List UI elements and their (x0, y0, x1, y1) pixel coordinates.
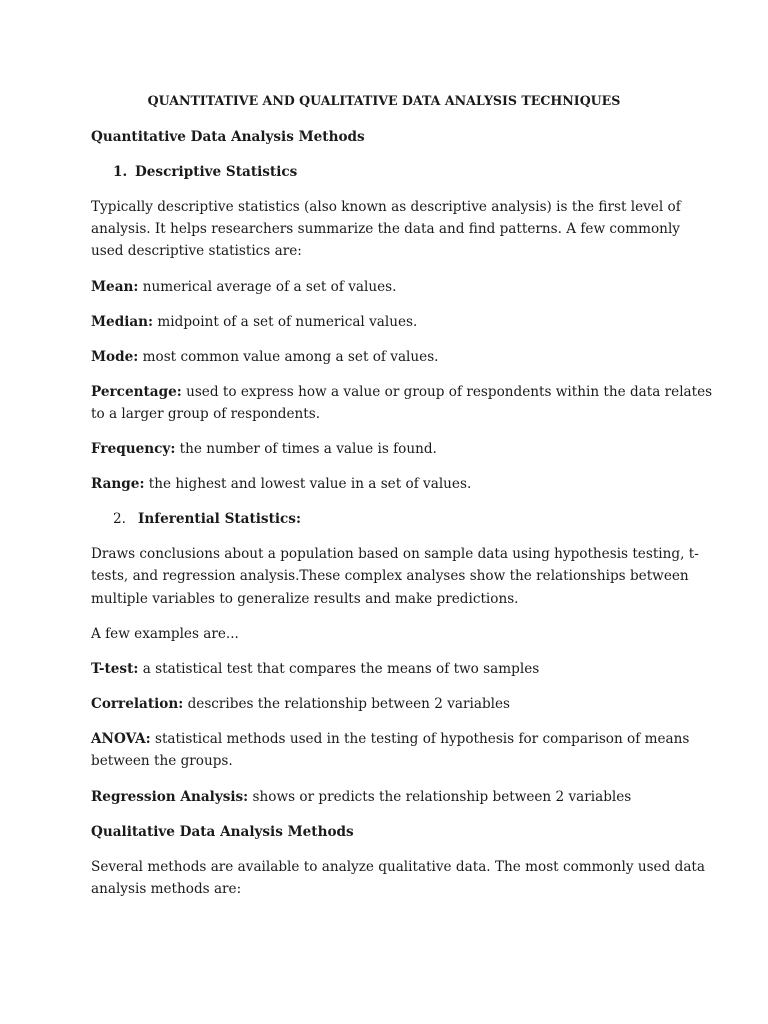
term-anova-continued: between the groups. (91, 753, 233, 769)
section-title: Descriptive Statistics (135, 164, 298, 180)
term-mean (91, 276, 677, 298)
term-definition: a statistical test that compares the means of two samples (138, 661, 540, 677)
term-label: Mode: (91, 349, 139, 365)
inferential-paragraph-line: tests, and regression analysis.These complex analyses show the relationships between (91, 568, 689, 584)
term-definition: used to express how a value or group of respondents within the data relates (181, 384, 713, 400)
qualitative-heading: Qualitative Data Analysis Methods (91, 824, 354, 840)
term-frequency (91, 438, 677, 460)
term-range (91, 473, 677, 495)
term-definition: most common value among a set of values. (138, 349, 439, 365)
quantitative-heading: Quantitative Data Analysis Methods (91, 129, 365, 145)
section-title: Inferential Statistics: (138, 511, 301, 527)
term-label: Frequency: (91, 441, 176, 457)
term-percentage-continued: to a larger group of respondents. (91, 406, 321, 422)
term-anova (91, 728, 690, 750)
term-median (91, 311, 677, 333)
term-correlation (91, 693, 677, 715)
term-label: Percentage: (91, 384, 182, 400)
term-label: Correlation: (91, 696, 184, 712)
inferential-paragraph-line: multiple variables to generalize results and make predictions. (91, 591, 519, 607)
descriptive-paragraph-line: Typically descriptive statistics (also known as descriptive analysis) is the first level of (91, 199, 681, 215)
inferential-paragraph-line: Draws conclusions about a population based on sample data using hypothesis testing, t- (91, 546, 699, 562)
term-ttest (91, 658, 677, 680)
section-number: 2. (113, 511, 126, 527)
term-definition: shows or predicts the relationship between 2 variables (248, 789, 632, 805)
term-label: ANOVA: (91, 731, 151, 747)
descriptive-paragraph-line: analysis. It helps researchers summarize the data and find patterns. A few commonly (91, 221, 680, 237)
term-definition: the number of times a value is found. (175, 441, 437, 457)
term-definition: the highest and lowest value in a set of values. (144, 476, 472, 492)
term-label: Median: (91, 314, 154, 330)
examples-intro: A few examples are... (91, 626, 239, 642)
term-mode (91, 346, 677, 368)
term-definition: numerical average of a set of values. (138, 279, 397, 295)
qualitative-paragraph-line: analysis methods are: (91, 881, 242, 897)
term-definition: describes the relationship between 2 variables (183, 696, 511, 712)
term-label: Regression Analysis: (91, 789, 249, 805)
term-definition: statistical methods used in the testing of hypothesis for comparison of means (150, 731, 690, 747)
section-descriptive-heading (113, 161, 699, 183)
term-definition: midpoint of a set of numerical values. (153, 314, 418, 330)
term-percentage (91, 381, 713, 403)
page-title: QUANTITATIVE AND QUALITATIVE DATA ANALYSIS TECHNIQUES (147, 93, 621, 108)
qualitative-paragraph-line: Several methods are available to analyze qualitative data. The most commonly used data (91, 859, 706, 875)
term-label: Range: (91, 476, 145, 492)
section-number: 1. (113, 164, 128, 180)
term-regression (91, 786, 677, 808)
term-label: T-test: (91, 661, 139, 677)
section-inferential-heading (113, 508, 699, 530)
term-label: Mean: (91, 279, 139, 295)
descriptive-paragraph-line: used descriptive statistics are: (91, 243, 302, 259)
